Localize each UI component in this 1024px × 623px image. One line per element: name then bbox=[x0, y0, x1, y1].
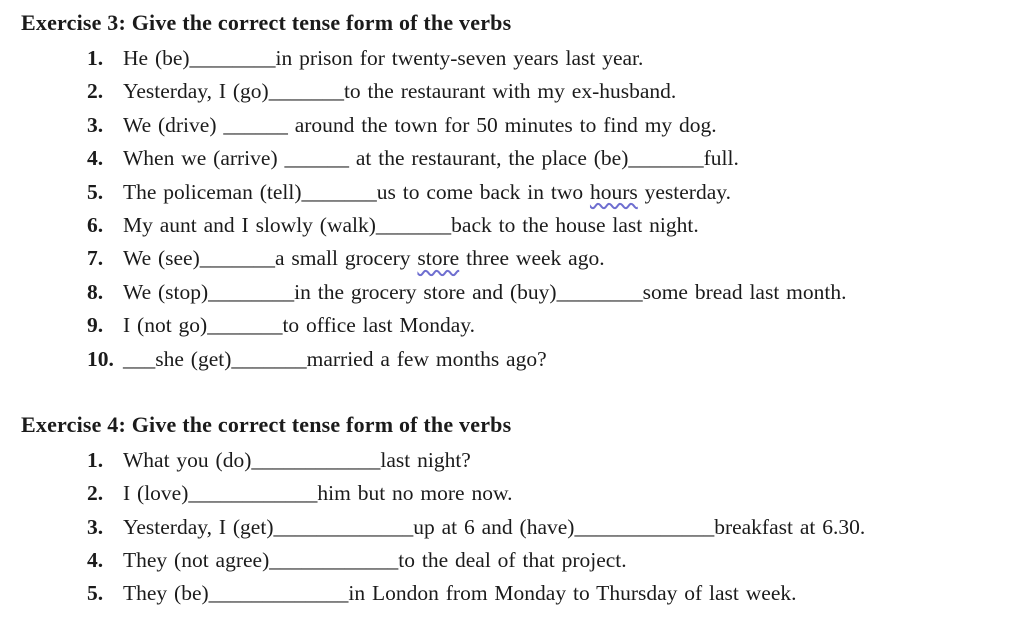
item-number: 7. bbox=[87, 246, 104, 271]
ex3-item-1 bbox=[0, 42, 1024, 75]
ex4-item-3 bbox=[0, 511, 1024, 544]
item-number: 3. bbox=[87, 514, 104, 539]
item-number: 5. bbox=[87, 581, 104, 606]
item-text: Yesterday, I (go)_______to the restaurant with my ex-husband. bbox=[123, 79, 677, 104]
item-text: ___she (get)_______married a few months ago? bbox=[123, 346, 547, 371]
item-number: 1. bbox=[87, 46, 104, 70]
ex3-item-3 bbox=[0, 109, 1024, 142]
item-number: 6. bbox=[87, 212, 104, 237]
item-number: 4. bbox=[87, 146, 104, 171]
exercise-4-title: Exercise 4: Give the correct tense form of the verbs bbox=[21, 411, 512, 437]
item-text: We (drive) ______ around the town for 50 minutes to find my dog. bbox=[123, 112, 717, 137]
misspelled-word-store: store bbox=[417, 246, 460, 271]
item-number: 9. bbox=[87, 313, 104, 338]
exercise-3-section bbox=[0, 8, 1024, 376]
item-text: He (be)________in prison for twenty-seven years last year. bbox=[123, 46, 644, 70]
item-number: 10. bbox=[87, 346, 114, 371]
item-number: 3. bbox=[87, 112, 104, 137]
item-text: The policeman (tell)_______us to come back in two hours yesterday. bbox=[123, 179, 731, 204]
exercise-4-section bbox=[0, 410, 1024, 611]
ex3-item-9 bbox=[0, 309, 1024, 342]
ex3-item-8 bbox=[0, 276, 1024, 309]
item-text: What you (do)____________last night? bbox=[123, 447, 471, 472]
item-number: 4. bbox=[87, 548, 104, 573]
item-text: They (be)_____________in London from Monday to Thursday of last week. bbox=[123, 581, 797, 606]
item-number: 8. bbox=[87, 279, 104, 304]
ex4-item-5 bbox=[0, 577, 1024, 610]
item-number: 2. bbox=[87, 481, 104, 506]
ex3-item-7 bbox=[0, 242, 1024, 275]
exercise-4-items bbox=[0, 444, 1024, 611]
item-text: When we (arrive) ______ at the restaurant, the place (be)_______full. bbox=[123, 146, 739, 171]
exercise-3-items bbox=[0, 42, 1024, 376]
item-text: Yesterday, I (get)_____________up at 6 and (have)_____________breakfast at 6.30. bbox=[123, 514, 866, 539]
item-text: We (see)_______a small grocery store three week ago. bbox=[123, 246, 605, 271]
exercise-3-title: Exercise 3: Give the correct tense form of the verbs bbox=[21, 10, 512, 35]
item-number: 1. bbox=[87, 447, 104, 472]
ex3-item-6 bbox=[0, 209, 1024, 242]
ex3-item-5 bbox=[0, 176, 1024, 209]
ex3-item-4 bbox=[0, 142, 1024, 175]
ex4-item-1 bbox=[0, 444, 1024, 477]
item-text: We (stop)________in the grocery store and (buy)________some bread last month. bbox=[123, 279, 847, 304]
item-text: I (not go)_______to office last Monday. bbox=[123, 313, 476, 338]
misspelled-word-hours: hours bbox=[589, 179, 638, 204]
ex4-item-2 bbox=[0, 477, 1024, 510]
ex4-item-4 bbox=[0, 544, 1024, 577]
ex3-item-2 bbox=[0, 75, 1024, 108]
item-text: My aunt and I slowly (walk)_______back to the house last night. bbox=[123, 212, 699, 237]
ex3-item-10 bbox=[0, 343, 1024, 376]
item-text: I (love)____________him but no more now. bbox=[123, 481, 513, 506]
item-number: 5. bbox=[87, 179, 104, 204]
item-text: They (not agree)____________to the deal of that project. bbox=[123, 548, 627, 573]
item-number: 2. bbox=[87, 79, 104, 104]
section-gap bbox=[0, 376, 1024, 410]
